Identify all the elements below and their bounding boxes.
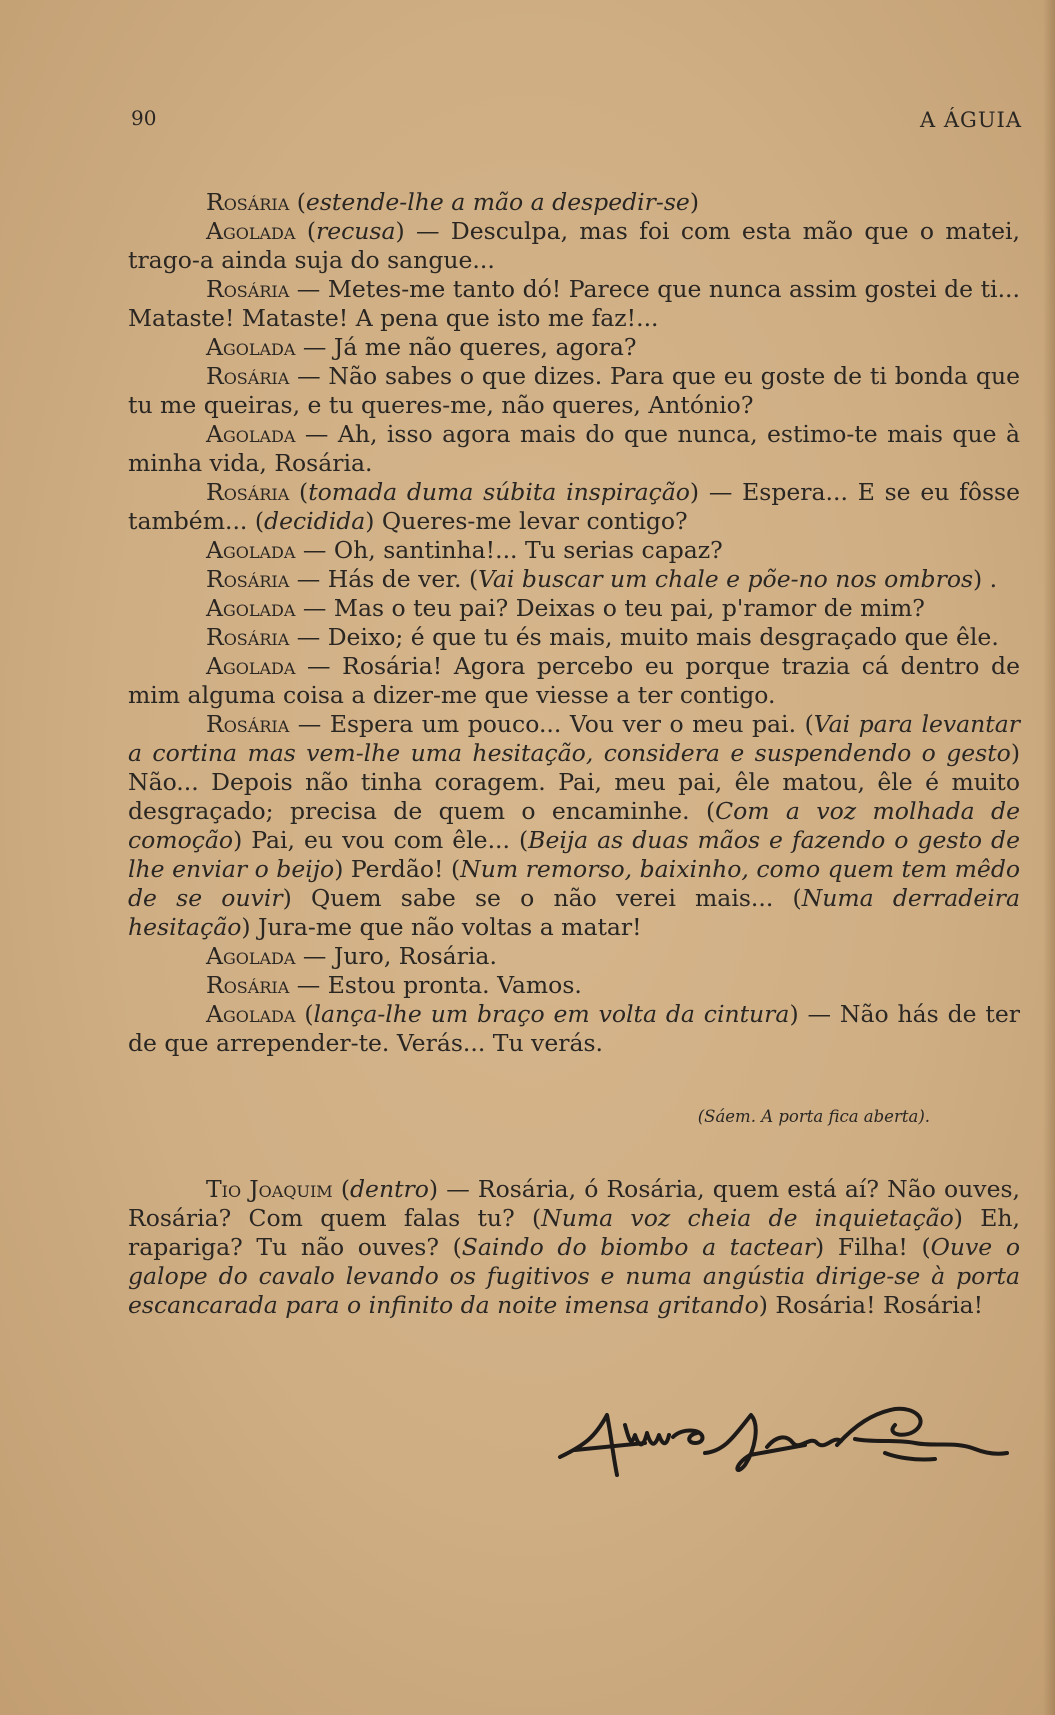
dialogue-text: Rosária! Rosária! bbox=[775, 1291, 984, 1319]
speaker-name: Rosária bbox=[206, 565, 290, 593]
dialogue-text: Jura-me que não voltas a matar! bbox=[258, 913, 642, 941]
dialogue-text: . bbox=[989, 565, 998, 593]
stage-direction: ( decidida ) bbox=[247, 507, 382, 535]
dialogue-text: — Oh, santinha!... Tu serias capaz? bbox=[302, 536, 723, 564]
speaker-name: Agolada bbox=[206, 942, 296, 970]
speaker-name: Rosária bbox=[206, 478, 290, 506]
speaker-name: Agolada bbox=[206, 652, 296, 680]
author-signature bbox=[555, 1395, 1015, 1505]
speaker-name: Agolada bbox=[206, 1000, 296, 1028]
dialogue-paragraph bbox=[128, 623, 1020, 652]
speaker-name: Rosária bbox=[206, 623, 290, 651]
stage-direction: ( tomada duma súbita inspiração ) bbox=[299, 478, 709, 506]
dialogue-paragraph bbox=[128, 478, 1020, 536]
dialogue-text: Quem sabe se o não verei mais... bbox=[311, 884, 774, 912]
dialogue-paragraph bbox=[128, 362, 1020, 420]
speaker-name: Rosária bbox=[206, 710, 290, 738]
stage-direction: ( Num remorso, baixinho, como quem tem mêdo de se ouvir ) bbox=[128, 855, 1020, 912]
speaker-name: Rosária bbox=[206, 275, 290, 303]
dialogue-text: — Espera... E se eu fôsse também... bbox=[128, 478, 1020, 535]
stage-direction: ( lança-lhe um braço em volta da cintura ) bbox=[304, 1000, 807, 1028]
stage-direction: ( Vai buscar um chale e põe-no nos ombros ) bbox=[461, 565, 989, 593]
running-title: A ÁGUIA bbox=[920, 108, 1022, 132]
stage-direction: ( Ouve o galope do cavalo levando os fugitivos e numa angústia dirige-se à porta escancarada para o infinito da noite imensa gritando ) bbox=[128, 1233, 1020, 1319]
dialogue-text: — Ah, isso agora mais do que nunca, estimo-te mais que à minha vida, Rosária. bbox=[128, 420, 1020, 477]
dialogue-text: — Deixo; é que tu és mais, muito mais desgraçado que êle. bbox=[296, 623, 999, 651]
speaker-name: Agolada bbox=[206, 333, 296, 361]
speaker-name: Agolada bbox=[206, 594, 296, 622]
dialogue-text: Queres-me levar contigo? bbox=[381, 507, 688, 535]
stage-direction: ( Beija as duas mãos e fazendo o gesto de lhe enviar o beijo ) bbox=[128, 826, 1020, 883]
speaker-name: Agolada bbox=[206, 536, 296, 564]
dialogue-paragraph bbox=[128, 971, 1020, 1000]
speaker-name: Agolada bbox=[206, 420, 296, 448]
dialogue-paragraph bbox=[128, 942, 1020, 971]
dialogue-paragraph bbox=[128, 420, 1020, 478]
stage-direction-exit: ( Sáem. A porta fica aberta ). bbox=[128, 1102, 1020, 1131]
speaker-name: Rosária bbox=[206, 971, 290, 999]
dialogue-block bbox=[128, 188, 1020, 1058]
dialogue-text: — Estou pronta. Vamos. bbox=[296, 971, 582, 999]
dialogue-text: — Mas o teu pai? Deixas o teu pai, p'ramor de mim? bbox=[302, 594, 925, 622]
dialogue-paragraph bbox=[128, 594, 1020, 623]
dialogue-paragraph bbox=[128, 710, 1020, 942]
dialogue-text: — Espera um pouco... Vou ver o meu pai. bbox=[297, 710, 797, 738]
dialogue-paragraph bbox=[128, 565, 1020, 594]
dialogue-paragraph bbox=[128, 1175, 1020, 1320]
stage-direction: ( Vai para levantar a cortina mas vem-lhe uma hesitação, considera e suspendendo o gesto ) bbox=[128, 710, 1020, 767]
dialogue-text: Não... Depois não tinha coragem. Pai, meu pai, êle matou, êle é muito desgraçado; precisa de quem o encaminhe. bbox=[128, 768, 1020, 825]
dialogue-paragraph bbox=[128, 652, 1020, 710]
stage-direction: ( dentro ) bbox=[341, 1175, 446, 1203]
dialogue-text: — Não hás de ter de que arrepender-te. Verás... Tu verás. bbox=[128, 1000, 1020, 1057]
stage-direction: ( Numa voz cheia de inquietação ) bbox=[515, 1204, 981, 1232]
final-paragraph-block bbox=[128, 1175, 1020, 1320]
speaker-name: Tio Joaquim bbox=[206, 1175, 333, 1203]
dialogue-paragraph bbox=[128, 275, 1020, 333]
dialogue-paragraph bbox=[128, 188, 1020, 217]
dialogue-text: Eh, rapariga? Tu não ouves? bbox=[128, 1204, 1021, 1261]
dialogue-text: — Já me não queres, agora? bbox=[302, 333, 637, 361]
stage-direction: ( Com a voz molhada de comoção ) bbox=[128, 797, 1020, 854]
dialogue-text: — Desculpa, mas foi com esta mão que o matei, trago-a ainda suja do sangue... bbox=[128, 217, 1020, 274]
dialogue-paragraph bbox=[128, 1000, 1020, 1058]
page-edge-shadow bbox=[1043, 0, 1055, 1715]
speaker-name: Agolada bbox=[206, 217, 296, 245]
dialogue-paragraph bbox=[128, 333, 1020, 362]
dialogue-text: Filha! bbox=[837, 1233, 908, 1261]
dialogue-text: Perdão! bbox=[350, 855, 444, 883]
page-number: 90 bbox=[131, 106, 157, 130]
play-text bbox=[128, 188, 1020, 1320]
dialogue-text: Pai, eu vou com êle... bbox=[251, 826, 510, 854]
speaker-name: Rosária bbox=[206, 362, 290, 390]
dialogue-text: — Hás de ver. bbox=[296, 565, 462, 593]
dialogue-paragraph bbox=[128, 536, 1020, 565]
dialogue-paragraph bbox=[128, 217, 1020, 275]
stage-direction: ( Saindo do biombo a tactear ) bbox=[439, 1233, 838, 1261]
dialogue-text: — Metes-me tanto dó! Parece que nunca assim gostei de ti... Mataste! Mataste! A pena que isto me faz!... bbox=[128, 275, 1020, 332]
dialogue-text: — Rosária! Agora percebo eu porque trazia cá dentro de mim alguma coisa a dizer-me que viesse a ter contigo. bbox=[128, 652, 1020, 709]
stage-direction: ( Numa derradeira hesitação ) bbox=[128, 884, 1020, 941]
dialogue-text: — Não sabes o que dizes. Para que eu goste de ti bonda que tu me queiras, e tu queres-me, não queres, António? bbox=[128, 362, 1020, 419]
stage-direction: ( recusa ) bbox=[307, 217, 416, 245]
stage-direction: ( estende-lhe a mão a despedir-se ) bbox=[297, 188, 699, 216]
dialogue-text: — Rosária, ó Rosária, quem está aí? Não ouves, Rosária? Com quem falas tu? bbox=[128, 1175, 1021, 1232]
dialogue-text: — Juro, Rosária. bbox=[302, 942, 497, 970]
speaker-name: Rosária bbox=[206, 188, 290, 216]
